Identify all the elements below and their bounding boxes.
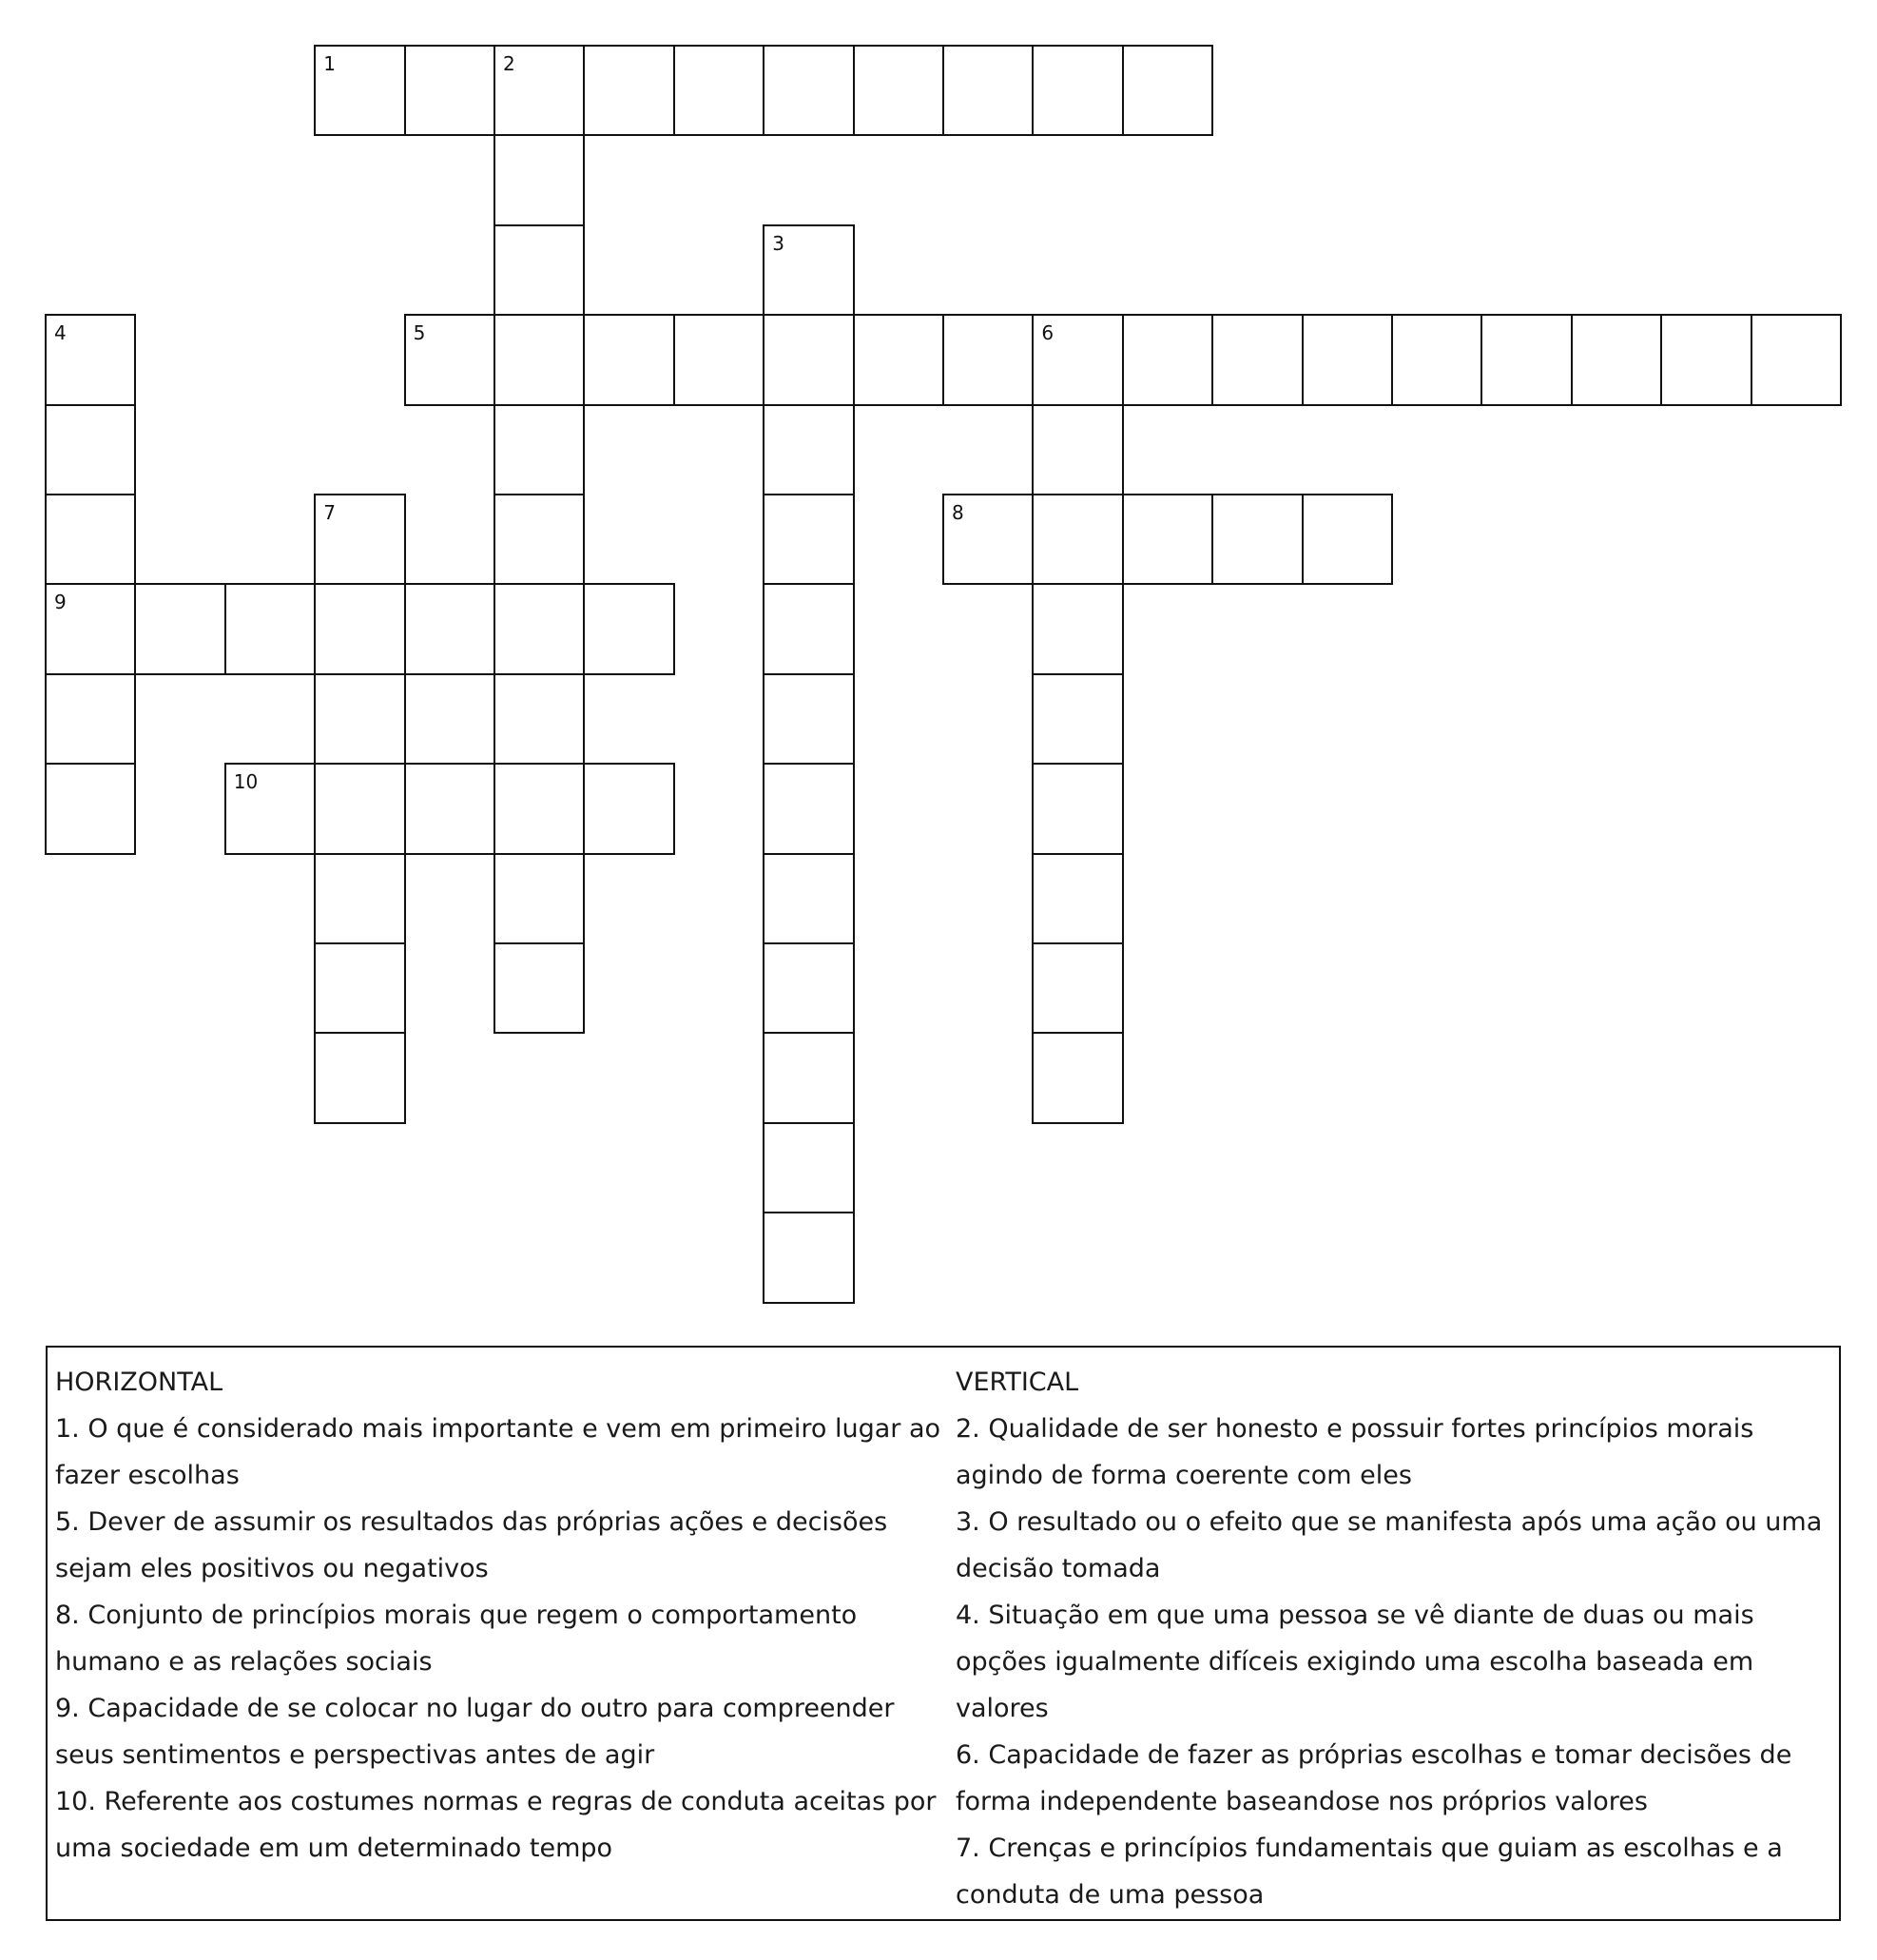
clues-box [46,1346,1841,1921]
clue-across-10: 10. Referente aos costumes normas e regras de conduta aceitas por uma sociedade em um determinado tempo [55,1787,937,1863]
grid-cell[interactable] [404,583,495,674]
grid-cell[interactable] [763,404,854,495]
grid-cell[interactable] [224,583,316,674]
grid-cell[interactable] [1660,314,1751,405]
grid-cell[interactable] [493,494,585,585]
clue-number: 5 [413,321,426,345]
clue-down-2: 2. Qualidade de ser honesto e possuir fortes princípios morais agindo de forma coerente com eles [956,1414,1754,1490]
grid-cell[interactable] [45,673,136,765]
grid-cell[interactable] [763,673,854,765]
grid-cell[interactable] [45,583,136,674]
clue-across-8: 8. Conjunto de princípios morais que regem o comportamento humano e as relações sociais [55,1601,858,1677]
grid-cell[interactable] [763,1212,854,1303]
grid-cell[interactable] [942,45,1034,136]
grid-cell[interactable] [583,45,674,136]
clue-down-7: 7. Crenças e princípios fundamentais que guiam as escolhas e a conduta de uma pessoa [956,1834,1783,1910]
grid-cell[interactable] [314,583,405,674]
grid-cell[interactable] [763,853,854,944]
grid-cell[interactable] [314,673,405,765]
horizontal-heading: HORIZONTAL [55,1368,223,1397]
clue-number: 4 [54,321,67,345]
grid-cell[interactable] [493,224,585,316]
grid-cell[interactable] [404,45,495,136]
grid-cell[interactable] [583,763,674,854]
grid-cell[interactable] [493,404,585,495]
grid-cell[interactable] [1032,942,1123,1034]
grid-cell[interactable] [763,942,854,1034]
grid-cell[interactable] [314,45,405,136]
grid-cell[interactable] [1122,45,1213,136]
grid-cell[interactable] [763,1032,854,1123]
clue-across-9: 9. Capacidade de se colocar no lugar do outro para compreender seus sentimentos e perspectivas antes de agir [55,1694,895,1770]
grid-cell[interactable] [583,314,674,405]
grid-cell[interactable] [493,763,585,854]
clue-across-5: 5. Dever de assumir os resultados das próprias ações e decisões sejam eles positivos ou negativos [55,1507,888,1583]
grid-cell[interactable] [942,494,1034,585]
grid-cell[interactable] [1571,314,1662,405]
grid-cell[interactable] [1032,763,1123,854]
grid-cell[interactable] [493,314,585,405]
grid-cell[interactable] [1302,314,1393,405]
grid-cell[interactable] [493,942,585,1034]
clue-number: 1 [323,52,336,75]
grid-cell[interactable] [1122,314,1213,405]
grid-cell[interactable] [853,45,944,136]
vertical-heading: VERTICAL [956,1368,1079,1397]
grid-cell[interactable] [763,763,854,854]
grid-cell[interactable] [673,45,764,136]
grid-cell[interactable] [763,45,854,136]
grid-cell[interactable] [1032,673,1123,765]
grid-cell[interactable] [314,942,405,1034]
grid-cell[interactable] [1032,45,1123,136]
grid-cell[interactable] [314,763,405,854]
grid-cell[interactable] [1032,404,1123,495]
vertical-clues [956,1359,1835,1918]
grid-cell[interactable] [1032,494,1123,585]
clue-number: 8 [952,501,964,524]
grid-cell[interactable] [314,494,405,585]
grid-cell[interactable] [1391,314,1482,405]
grid-cell[interactable] [493,45,585,136]
grid-cell[interactable] [763,314,854,405]
grid-cell[interactable] [1211,314,1303,405]
grid-cell[interactable] [224,763,316,854]
clue-down-4: 4. Situação em que uma pessoa se vê diante de duas ou mais opções igualmente difíceis exigindo uma escolha baseada em valores [956,1601,1754,1723]
clue-number: 7 [323,501,336,524]
grid-cell[interactable] [1751,314,1842,405]
grid-cell[interactable] [942,314,1034,405]
grid-cell[interactable] [1032,314,1123,405]
grid-cell[interactable] [314,853,405,944]
grid-cell[interactable] [493,134,585,225]
grid-cell[interactable] [493,673,585,765]
grid-cell[interactable] [1122,494,1213,585]
grid-cell[interactable] [853,314,944,405]
grid-cell[interactable] [1480,314,1572,405]
grid-cell[interactable] [493,583,585,674]
horizontal-clues [55,1359,958,1872]
grid-cell[interactable] [1032,1032,1123,1123]
clue-down-6: 6. Capacidade de fazer as próprias escolhas e tomar decisões de forma independente baseandose nos próprios valores [956,1740,1792,1816]
clue-number: 2 [503,52,515,75]
clue-number: 6 [1041,321,1055,345]
grid-cell[interactable] [1302,494,1393,585]
clue-across-1: 1. O que é considerado mais importante e vem em primeiro lugar ao fazer escolhas [55,1414,941,1490]
clue-number: 9 [54,591,67,614]
grid-cell[interactable] [763,1122,854,1213]
grid-cell[interactable] [493,853,585,944]
grid-cell[interactable] [1032,853,1123,944]
clue-number: 10 [233,770,259,794]
grid-cell[interactable] [583,583,674,674]
grid-cell[interactable] [45,494,136,585]
grid-cell[interactable] [45,763,136,854]
grid-cell[interactable] [763,494,854,585]
grid-cell[interactable] [314,1032,405,1123]
grid-cell[interactable] [404,314,495,405]
grid-cell[interactable] [1211,494,1303,585]
grid-cell[interactable] [673,314,764,405]
clue-down-3: 3. O resultado ou o efeito que se manifesta após uma ação ou uma decisão tomada [956,1507,1823,1583]
clue-number: 3 [772,231,784,255]
grid-cell[interactable] [1032,583,1123,674]
grid-cell[interactable] [763,583,854,674]
grid-cell[interactable] [45,314,136,405]
grid-cell[interactable] [45,404,136,495]
grid-cell[interactable] [134,583,225,674]
grid-cell[interactable] [763,224,854,316]
grid-cell[interactable] [404,763,495,854]
